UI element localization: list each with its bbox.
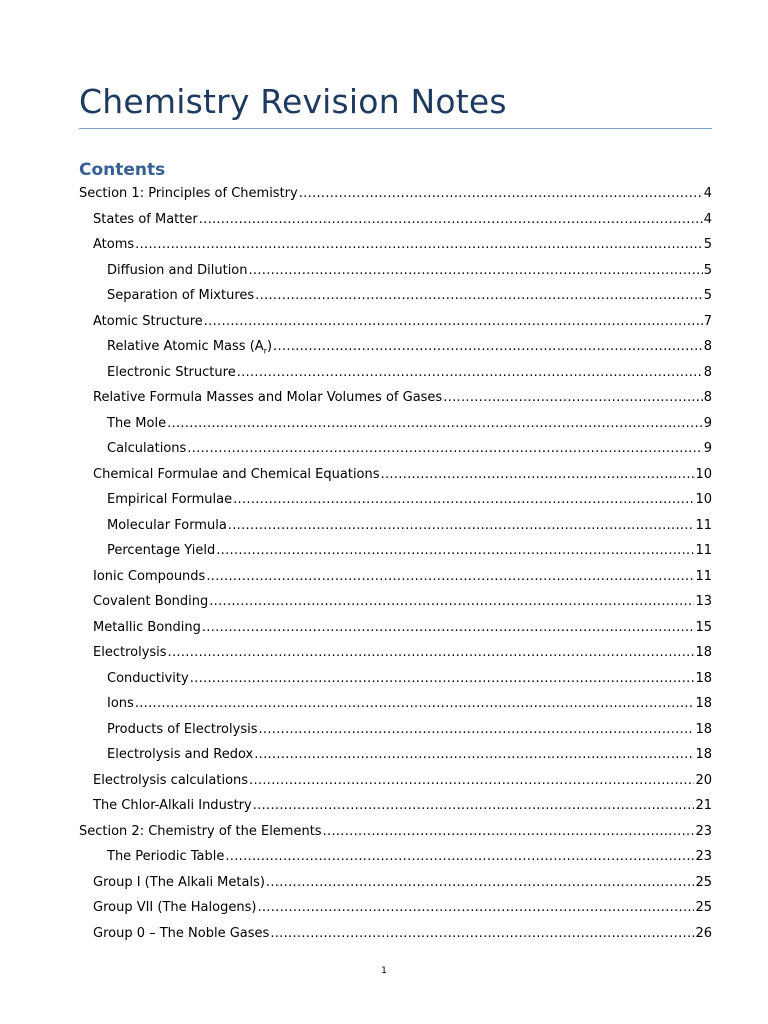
- toc-entry[interactable]: [93, 615, 712, 640]
- toc-entry-page: 7: [703, 313, 712, 329]
- toc-entry[interactable]: [107, 487, 712, 512]
- toc-entry-label-text: Group VII (The Halogens): [93, 900, 257, 915]
- toc-entry-page: 18: [695, 696, 712, 711]
- toc-dot-leader: [168, 640, 695, 665]
- toc-entry-label: [93, 309, 203, 334]
- toc-entry[interactable]: [107, 717, 712, 742]
- toc-entry[interactable]: [93, 462, 712, 487]
- toc-entry-label-text: Calculations: [107, 441, 187, 456]
- toc-entry-label-text: Atomic Structure: [93, 313, 203, 329]
- toc-entry-label-text: Electrolysis and Redox: [107, 747, 254, 762]
- toc-entry-label: [107, 538, 215, 563]
- toc-entry[interactable]: [93, 207, 712, 232]
- toc-entry-label: [93, 870, 265, 895]
- toc-entry-label-text: Products of Electrolysis: [107, 721, 258, 737]
- toc-entry-page: 26: [695, 925, 712, 941]
- toc-entry[interactable]: [107, 411, 712, 436]
- toc-entry-label-text: Section 1: Principles of Chemistry: [79, 186, 298, 201]
- toc-entry-label-tail: ): [266, 339, 273, 354]
- toc-dot-leader: [228, 513, 695, 538]
- toc-dot-leader: [258, 717, 694, 742]
- toc-entry[interactable]: [107, 844, 712, 869]
- toc-entry-page: 11: [695, 568, 712, 584]
- toc-entry-label: [107, 742, 253, 767]
- toc-entry[interactable]: [93, 309, 712, 334]
- toc-entry-page: 21: [695, 798, 712, 813]
- toc-entry[interactable]: [93, 793, 712, 818]
- toc-dot-leader: [255, 283, 703, 308]
- toc-entry-label: [107, 666, 189, 691]
- toc-entry-page: 8: [703, 339, 712, 354]
- toc-dot-leader: [135, 232, 703, 257]
- toc-dot-leader: [204, 309, 703, 334]
- toc-entry-label: [93, 895, 256, 920]
- toc-entry[interactable]: [93, 921, 712, 946]
- toc-entry-page: 4: [703, 211, 712, 227]
- title-underline: [79, 128, 712, 129]
- toc-entry-label: [93, 564, 205, 589]
- toc-entry-label-text: The Mole: [107, 415, 167, 431]
- toc-dot-leader: [253, 793, 695, 818]
- toc-entry[interactable]: [93, 640, 712, 665]
- toc-entry-page: 9: [703, 441, 712, 456]
- toc-entry[interactable]: [107, 666, 712, 691]
- toc-dot-leader: [206, 564, 694, 589]
- toc-entry-label: [93, 615, 201, 640]
- toc-entry-label-text: Electrolysis: [93, 645, 167, 660]
- toc-entry-page: 23: [695, 823, 712, 839]
- toc-entry-label: [93, 232, 134, 257]
- toc-dot-leader: [273, 334, 703, 359]
- toc-entry-label-text: Covalent Bonding: [93, 594, 209, 609]
- toc-entry-label-text: The Chlor-Alkali Industry: [93, 798, 252, 813]
- toc-dot-leader: [187, 436, 702, 461]
- toc-entry-label-text: Relative Atomic Mass (A: [107, 339, 264, 354]
- toc-entry-label: [93, 207, 198, 232]
- toc-dot-leader: [443, 385, 703, 410]
- toc-dot-leader: [216, 538, 694, 563]
- toc-entry[interactable]: [107, 258, 712, 283]
- toc-entry[interactable]: [93, 385, 712, 410]
- toc-entry-page: 10: [695, 466, 712, 482]
- toc-entry-label: [107, 513, 227, 538]
- toc-entry[interactable]: [93, 870, 712, 895]
- toc-entry-page: 18: [695, 670, 712, 686]
- toc-dot-leader: [225, 844, 694, 869]
- toc-entry-page: 5: [703, 288, 712, 303]
- toc-entry-label-text: States of Matter: [93, 211, 198, 227]
- toc-entry-label-text: Diffusion and Dilution: [107, 262, 248, 278]
- page-number: 1: [381, 966, 387, 976]
- toc-entry[interactable]: [107, 513, 712, 538]
- toc-dot-leader: [167, 411, 703, 436]
- toc-entry-label-text: Conductivity: [107, 670, 189, 686]
- toc-entry-label-text: Atoms: [93, 237, 135, 252]
- contents-heading: Contents: [79, 160, 166, 180]
- toc-entry-label: [107, 844, 224, 869]
- toc-entry-label-text: Percentage Yield: [107, 543, 216, 558]
- toc-entry-label-text: Electronic Structure: [107, 364, 236, 380]
- toc-entry-page: 13: [695, 594, 712, 609]
- toc-entry-label-text: Group I (The Alkali Metals): [93, 874, 265, 890]
- toc-dot-leader: [209, 589, 694, 614]
- toc-entry-label-subscript: r: [263, 346, 267, 356]
- toc-entry-label-text: Metallic Bonding: [93, 619, 201, 635]
- toc-dot-leader: [202, 615, 695, 640]
- toc-entry-label: [107, 691, 134, 716]
- toc-entry-label-text: Electrolysis calculations: [93, 772, 249, 788]
- toc-entry-page: 5: [703, 237, 712, 252]
- toc-entry-label: [107, 436, 186, 461]
- toc-entry[interactable]: [93, 589, 712, 614]
- toc-entry-page: 23: [695, 849, 712, 864]
- toc-entry-label-text: Empirical Formulae: [107, 492, 233, 507]
- toc-entry-label: [93, 640, 167, 665]
- toc-entry-page: 18: [695, 645, 712, 660]
- toc-entry-label-text: Ions: [107, 696, 134, 711]
- toc-dot-leader: [135, 691, 695, 716]
- toc-dot-leader: [237, 360, 703, 385]
- toc-entry[interactable]: [107, 691, 712, 716]
- toc-entry-label-text: Group 0 – The Noble Gases: [93, 925, 270, 941]
- toc-entry-page: 18: [695, 747, 712, 762]
- toc-entry[interactable]: [107, 334, 712, 359]
- toc-entry-label: [93, 793, 252, 818]
- toc-entry[interactable]: [79, 181, 712, 206]
- toc-entry-label-text: Chemical Formulae and Chemical Equations: [93, 466, 380, 482]
- toc-entry-page: 4: [703, 186, 712, 201]
- toc-entry-label: [93, 462, 380, 487]
- toc-entry-label: [107, 487, 232, 512]
- toc-entry-label-text: Ionic Compounds: [93, 568, 206, 584]
- toc-entry-page: 8: [703, 364, 712, 380]
- toc-entry[interactable]: [107, 283, 712, 308]
- toc-dot-leader: [254, 742, 694, 767]
- toc-dot-leader: [257, 895, 694, 920]
- toc-entry[interactable]: [107, 436, 712, 461]
- toc-entry[interactable]: [93, 895, 712, 920]
- toc-entry-label: [107, 258, 248, 283]
- toc-entry-label-text: The Periodic Table: [107, 849, 225, 864]
- toc-entry-label: [93, 589, 208, 614]
- toc-entry-label-text: Section 2: Chemistry of the Elements: [79, 823, 322, 839]
- toc-dot-leader: [190, 666, 695, 691]
- toc-entry-page: 11: [695, 543, 712, 558]
- toc-entry-page: 8: [703, 390, 712, 405]
- toc-entry[interactable]: [107, 742, 712, 767]
- toc-entry-label-text: Molecular Formula: [107, 517, 227, 533]
- toc-entry-label: [107, 717, 257, 742]
- toc-entry-page: 9: [703, 415, 712, 431]
- toc-entry-label: [93, 768, 248, 793]
- toc-entry[interactable]: [93, 768, 712, 793]
- toc-dot-leader: [381, 462, 695, 487]
- toc-entry[interactable]: [107, 360, 712, 385]
- toc-entry[interactable]: [93, 232, 712, 257]
- toc-entry-label-text: Relative Formula Masses and Molar Volumes of Gases: [93, 390, 443, 405]
- toc-dot-leader: [270, 921, 694, 946]
- toc-entry-label: [93, 921, 269, 946]
- toc-entry-label: [79, 819, 322, 844]
- toc-entry[interactable]: [79, 819, 712, 844]
- toc-entry-label: [79, 181, 298, 206]
- toc-entry-page: 25: [695, 874, 712, 890]
- toc-entry-page: 15: [695, 619, 712, 635]
- toc-entry-label: [107, 283, 254, 308]
- toc-entry-page: 5: [703, 262, 712, 278]
- toc-dot-leader: [323, 819, 695, 844]
- toc-entry-page: 10: [695, 492, 712, 507]
- toc-entry-page: 11: [695, 517, 712, 533]
- toc-entry[interactable]: [93, 564, 712, 589]
- toc-entry-page: 20: [695, 772, 712, 788]
- toc-entry[interactable]: [107, 538, 712, 563]
- toc-dot-leader: [249, 258, 703, 283]
- toc-dot-leader: [249, 768, 694, 793]
- toc-entry-page: 18: [695, 721, 712, 737]
- document-title: Chemistry Revision Notes: [79, 82, 507, 121]
- toc-entry-label-text: Separation of Mixtures: [107, 288, 255, 303]
- toc-entry-page: 25: [695, 900, 712, 915]
- toc-entry-label: [107, 411, 166, 436]
- toc-dot-leader: [266, 870, 695, 895]
- toc-entry-label: [107, 360, 236, 385]
- toc-dot-leader: [299, 181, 703, 206]
- toc-dot-leader: [233, 487, 694, 512]
- toc-dot-leader: [199, 207, 703, 232]
- toc-entry-label: [93, 385, 442, 410]
